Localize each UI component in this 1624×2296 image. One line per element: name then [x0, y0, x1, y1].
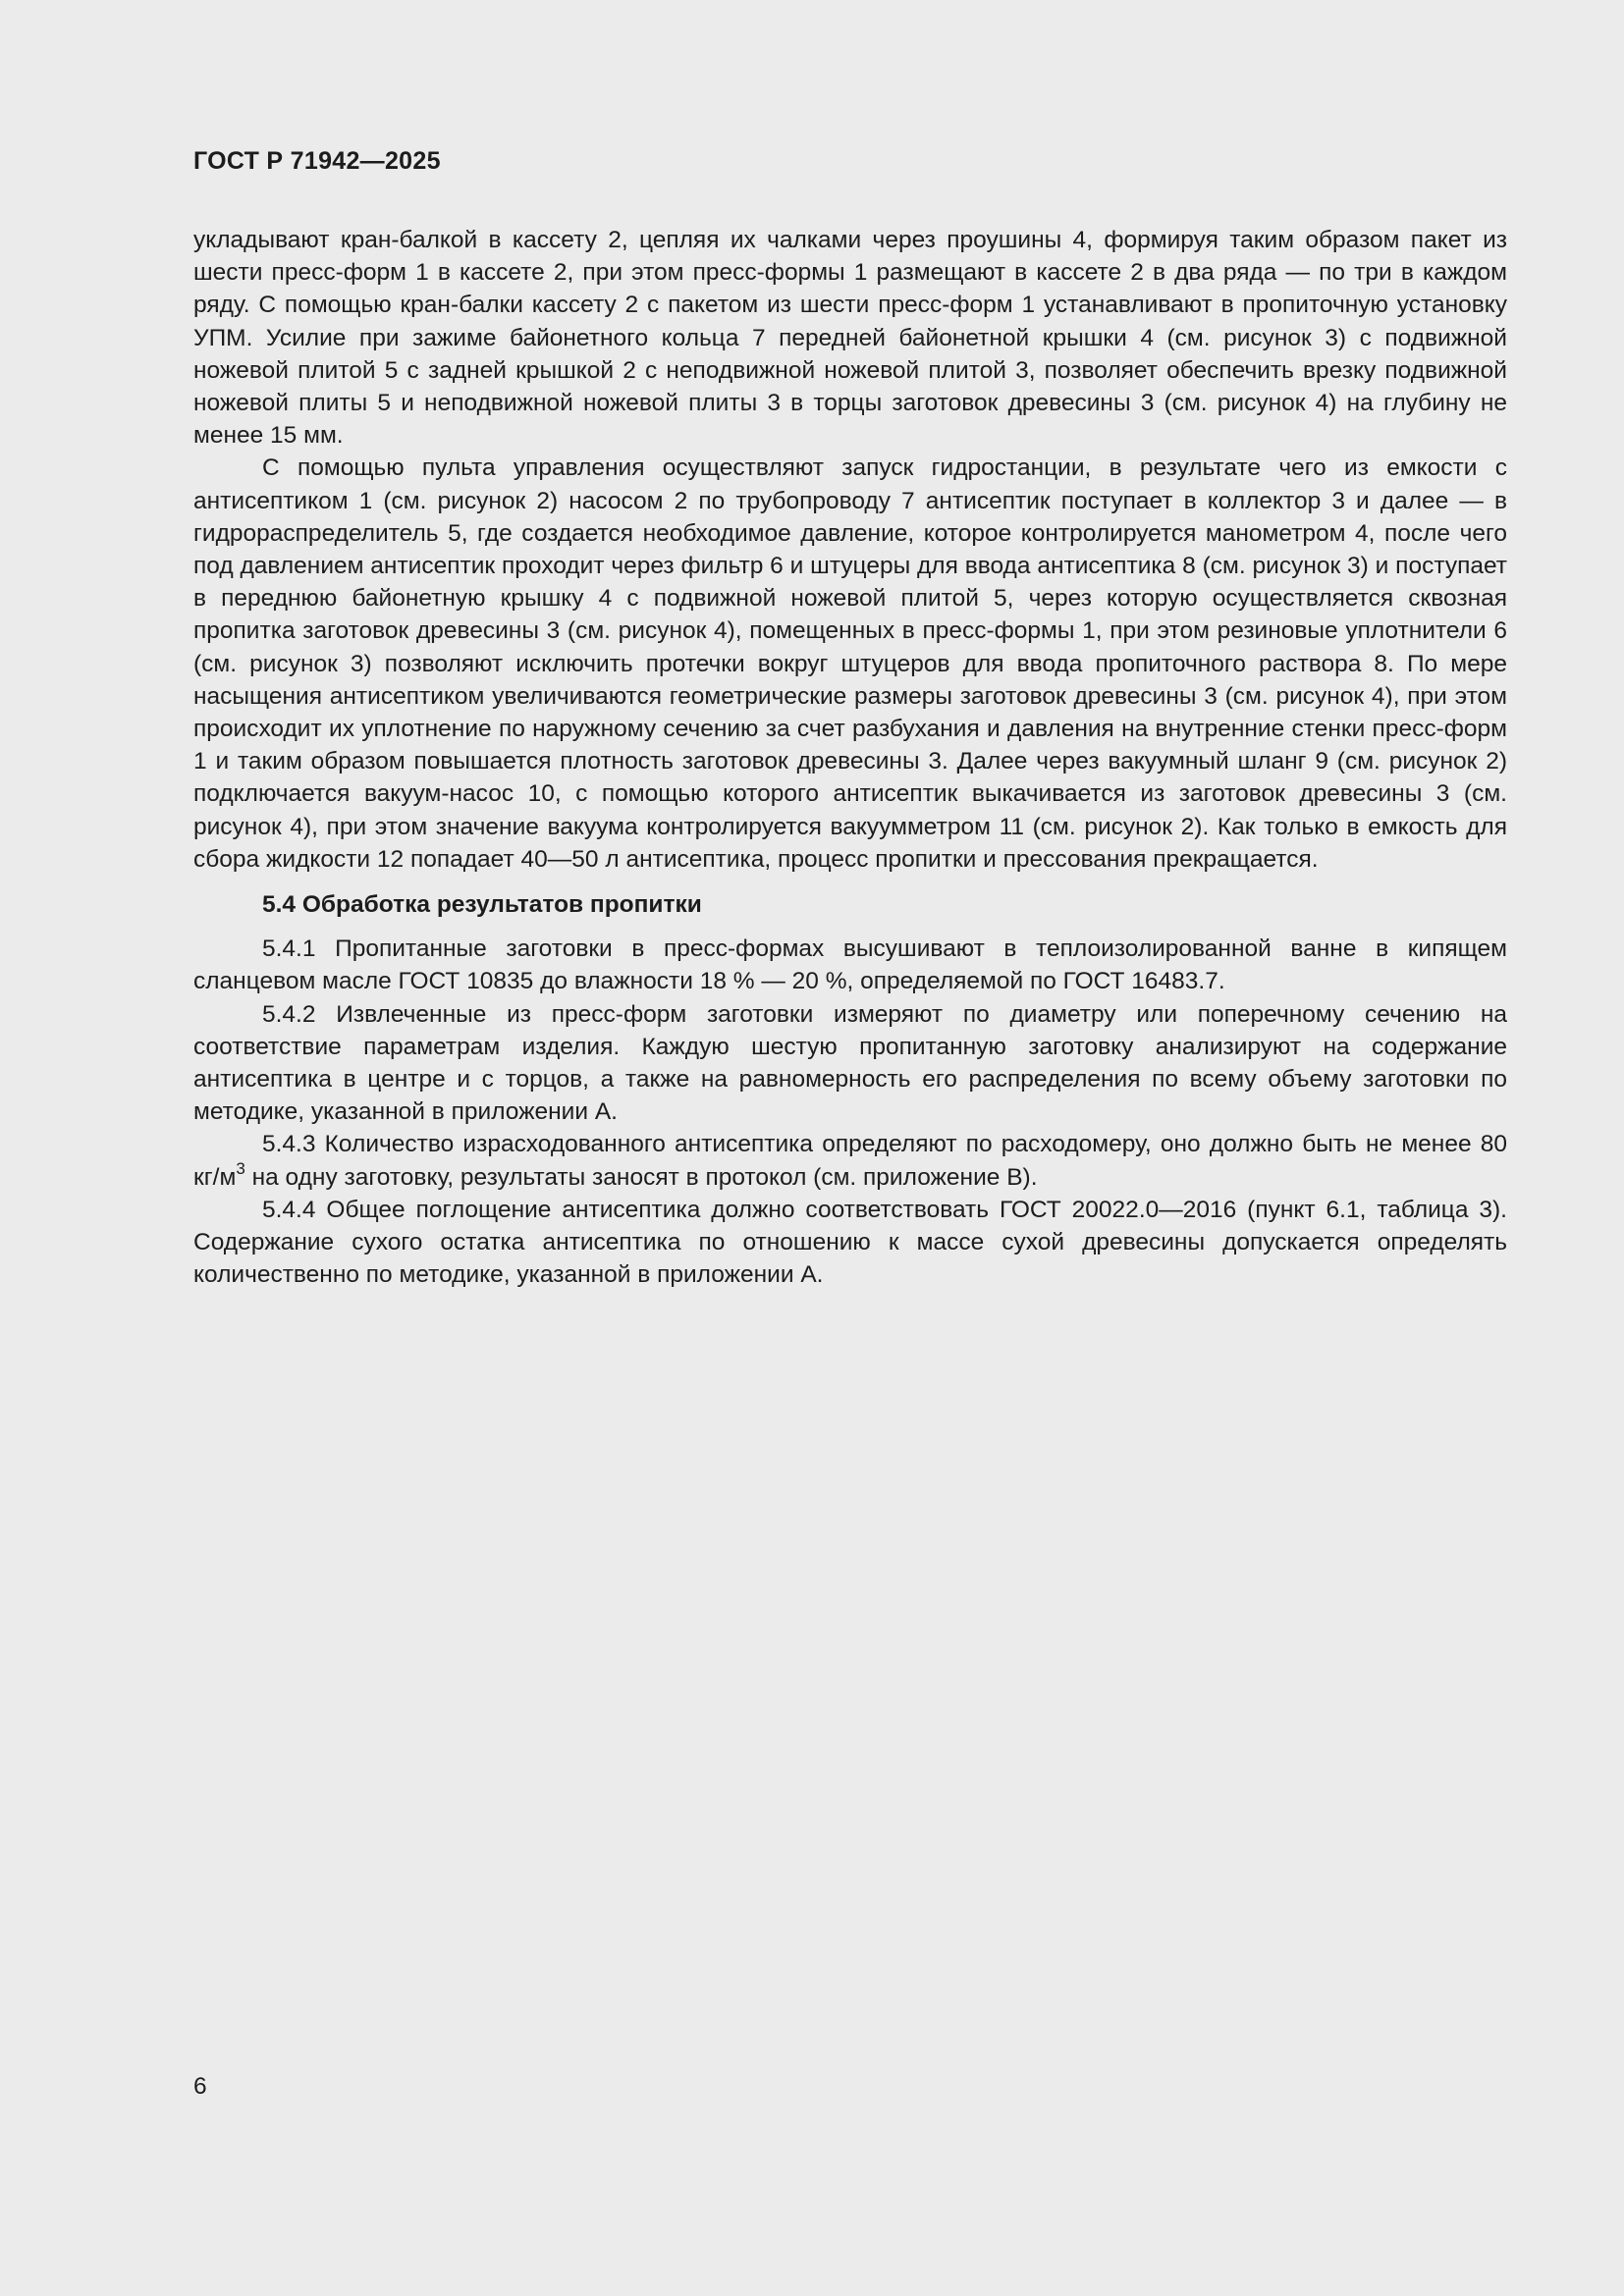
- clause-5-4-3: [193, 1128, 1507, 1193]
- clause-5-4-3-text-end: на одну заготовку, результаты заносят в протокол (см. приложение В).: [244, 1163, 1038, 1191]
- clause-5-4-3-text-start: 5.4.3 Количество израсходованного антисептика определяют по расходомеру, оно должно быть не менее 80 кг/м: [193, 1131, 1507, 1191]
- paragraph-procedure: С помощью пульта управления осуществляют запуск гидростанции, в результате чего из емкости с антисептиком 1 (см. рисунок 2) насосом 2 по трубопроводу 7 антисептик поступает в коллектор 3 и далее — в гидрораспределитель 5, где создается необходимое давление, которое контролируется манометром 4, после чего под давлением антисептик проходит через фильтр 6 и штуцеры для ввода антисептика 8 (см. рисунок 3) и поступает в переднюю байонетную крышку 4 с подвижной ножевой плитой 5, через которую осуществляется сквозная пропитка заготовок древесины 3 (см. рисунок 4), помещенных в пресс-формы 1, при этом резиновые уплотнители 6 (см. рисунок 3) позволяют исключить протечки вокруг штуцеров для ввода пропиточного раствора 8. По мере насыщения антисептиком увеличиваются геометрические размеры заготовок древесины 3 (см. рисунок 4), при этом происходит их уплотнение по наружному сечению за счет разбухания и давления на внутренние стенки пресс-форм 1 и таким образом повышается плотность заготовок древесины 3. Далее через вакуумный шланг 9 (см. рисунок 2) подключается вакуум-насос 10, с помощью которого антисептик выкачивается из заготовок древесины 3 (см. рисунок 4), при этом значение вакуума контролируется вакуумметром 11 (см. рисунок 2). Как только в емкость для сбора жидкости 12 попадает 40—50 л антисептика, процесс пропитки и прессования прекращается.: [193, 454, 1507, 873]
- paragraph-continued: укладывают кран-балкой в кассету 2, цепляя их чалками через проушины 4, формируя таким образом пакет из шести пресс-форм 1 в кассете 2, при этом пресс-формы 1 размещают в кассете 2 в два ряда — по три в каждом ряду. С помощью кран-балки кассету 2 с пакетом из шести пресс-форм 1 устанавливают в пропиточную установку УПМ. Усилие при зажиме байонетного кольца 7 передней байонетной крышки 4 (см. рисунок 3) с подвижной ножевой плитой 5 с задней крышкой 2 с неподвижной ножевой плитой 3, позволяет обеспечить врезку подвижной ножевой плиты 5 и неподвижной ножевой плиты 3 в торцы заготовок древесины 3 (см. рисунок 4) на глубину не менее 15 мм.: [193, 227, 1507, 450]
- section-heading-5-4: 5.4 Обработка результатов пропитки: [262, 891, 702, 919]
- page-number: 6: [193, 2073, 207, 2100]
- document-header: ГОСТ Р 71942—2025: [193, 147, 441, 175]
- document-body: [193, 224, 1507, 1292]
- superscript-cubed: 3: [236, 1158, 245, 1178]
- clause-5-4-4: 5.4.4 Общее поглощение антисептика должно соответствовать ГОСТ 20022.0—2016 (пункт 6.1, таблица 3). Содержание сухого остатка антисептика по отношению к массе сухой древесины допускается определять количественно по методике, указанной в приложении А.: [193, 1196, 1507, 1289]
- clause-5-4-1: 5.4.1 Пропитанные заготовки в пресс-формах высушивают в теплоизолированной ванне в кипящем сланцевом масле ГОСТ 10835 до влажности 18 % — 20 %, определяемой по ГОСТ 16483.7.: [193, 935, 1507, 995]
- clause-5-4-2: 5.4.2 Извлеченные из пресс-форм заготовки измеряют по диаметру или поперечному сечению на соответствие параметрам изделия. Каждую шестую пропитанную заготовку анализируют на содержание антисептика в центре и с торцов, а также на равномерность его распределения по всему объему заготовки по методике, указанной в приложении А.: [193, 1000, 1507, 1126]
